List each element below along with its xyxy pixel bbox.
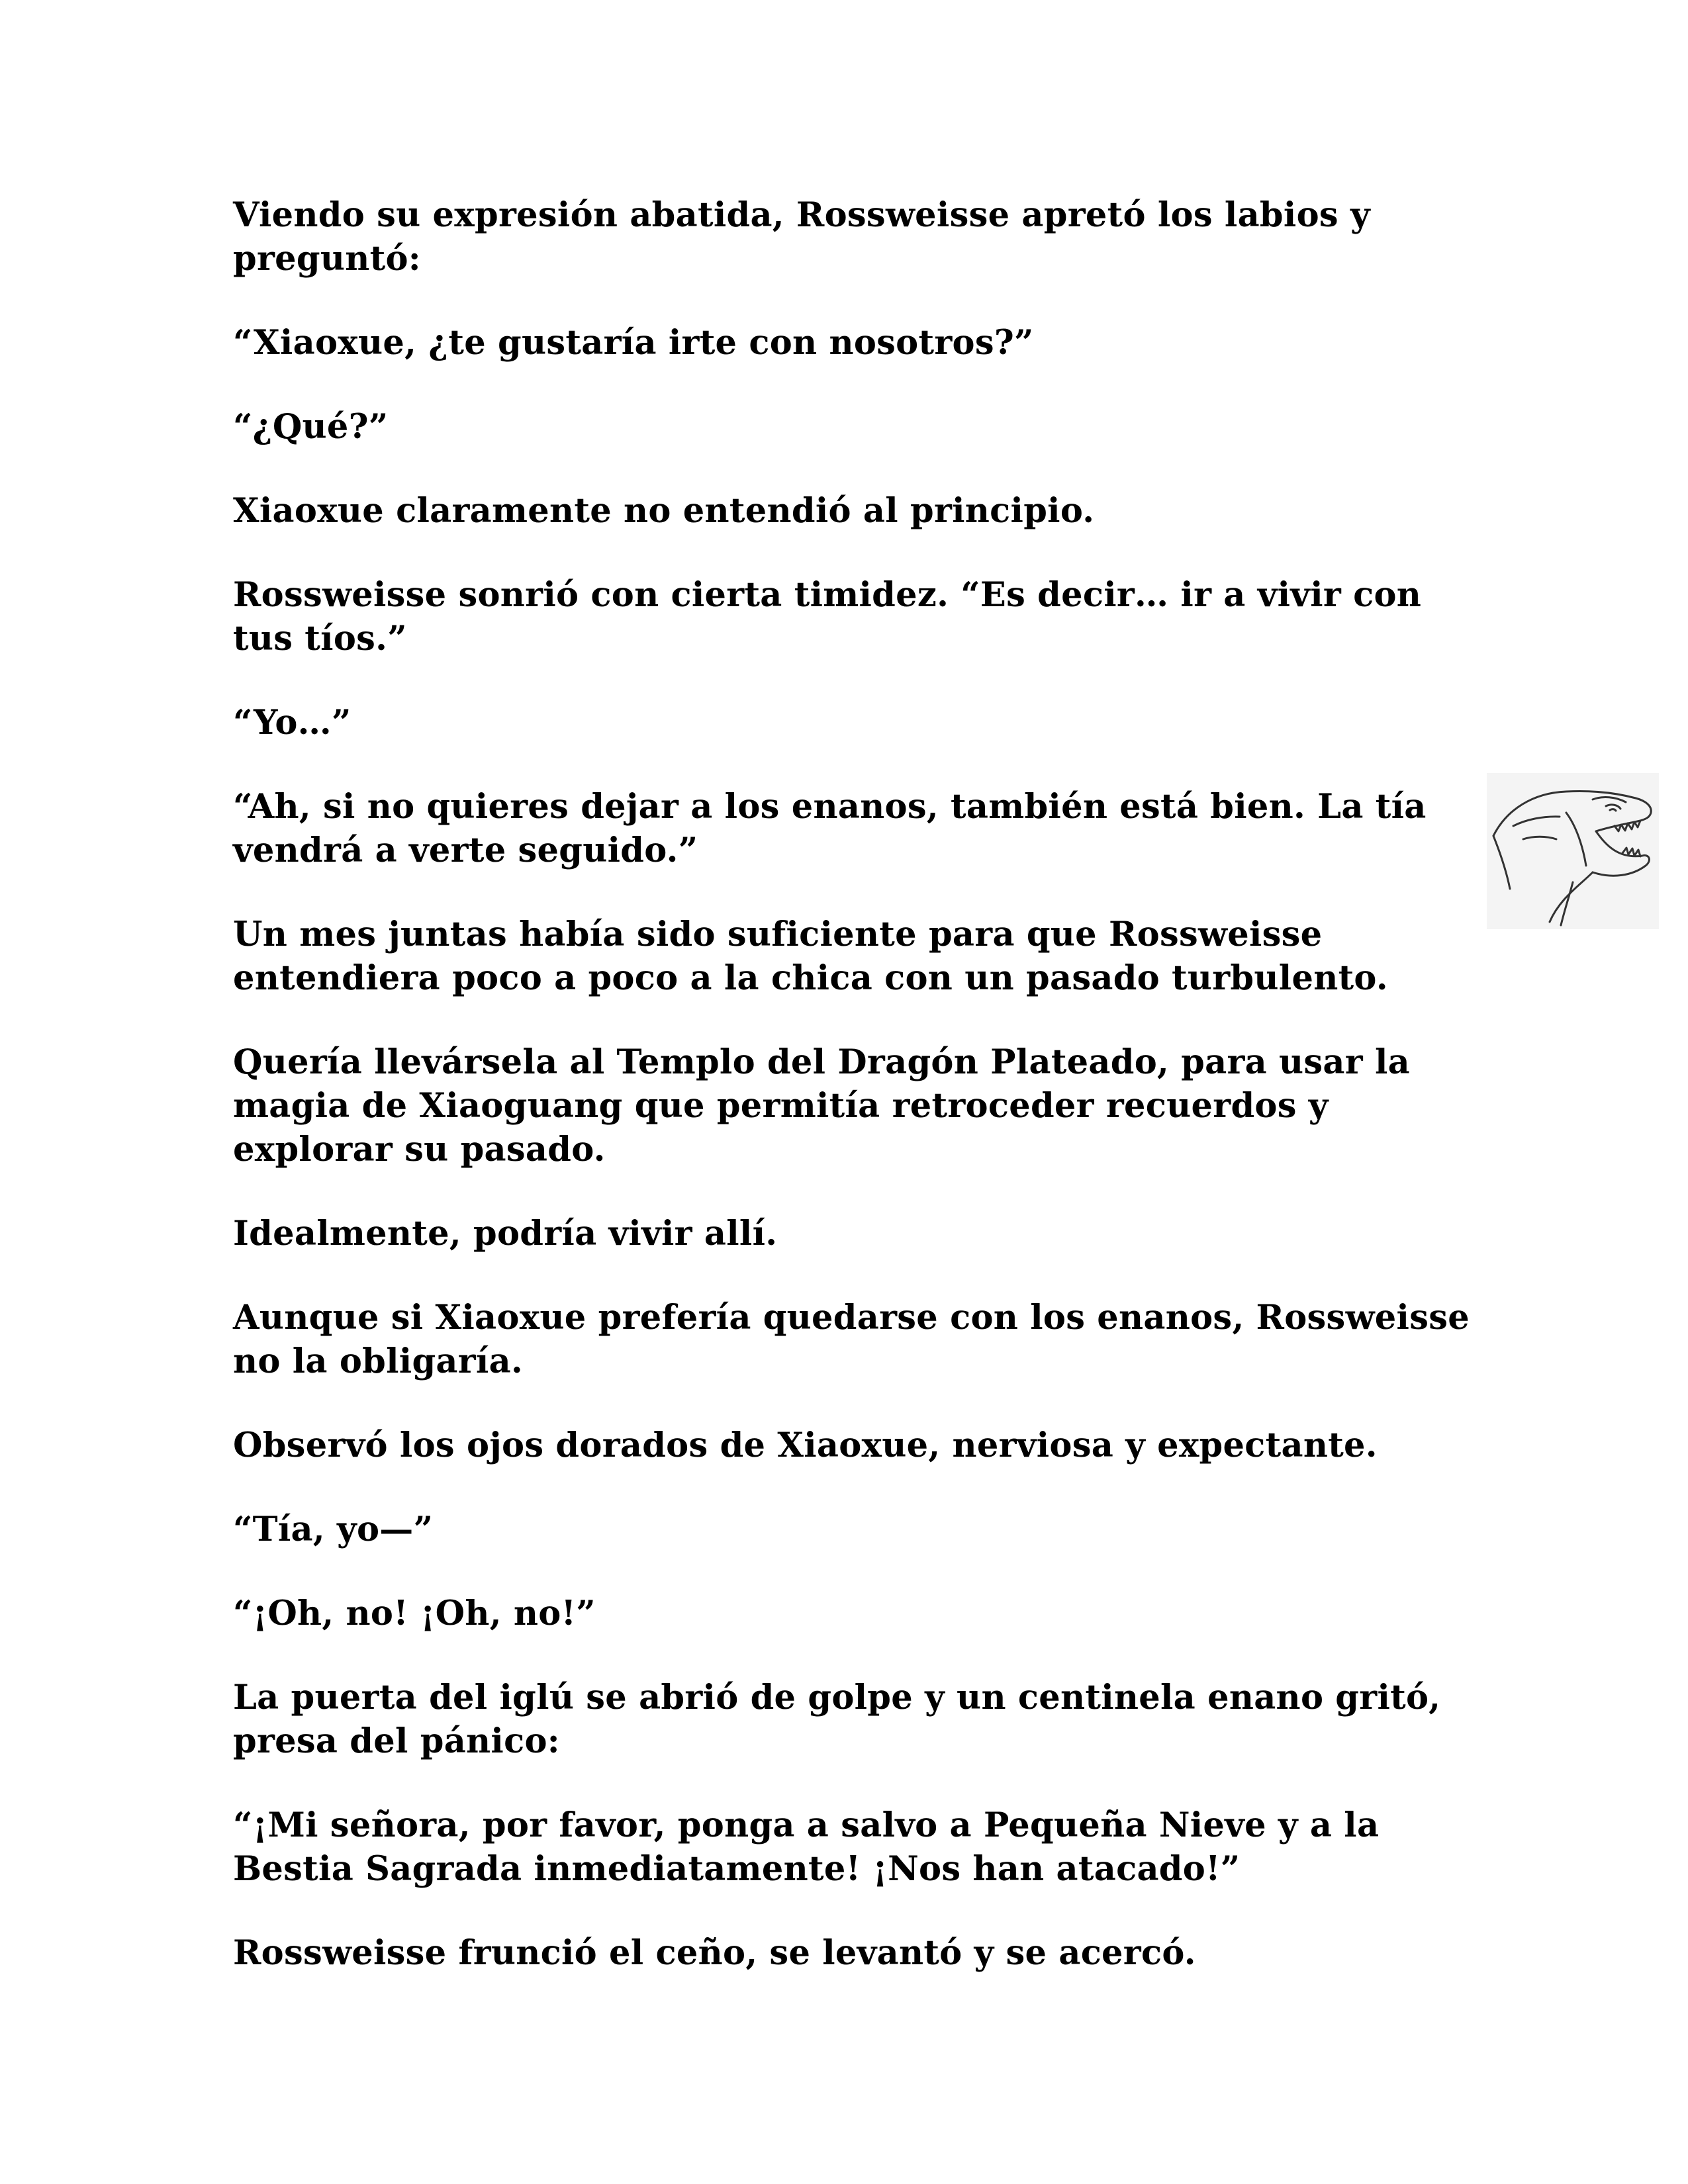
dinosaur-head-sketch-icon bbox=[1487, 773, 1659, 929]
paragraph: Rossweisse sonrió con cierta timidez. “Es decir… ir a vivir con tus tíos.” bbox=[233, 575, 1422, 659]
document-body bbox=[233, 193, 1477, 2015]
paragraph: “Tía, yo—” bbox=[233, 1510, 434, 1549]
paragraph: “Ah, si no quieres dejar a los enanos, también está bien. La tía vendrá a verte seguido.” bbox=[233, 787, 1427, 870]
paragraph: “¿Qué?” bbox=[233, 407, 389, 447]
paragraph: La puerta del iglú se abrió de golpe y un centinela enano gritó, presa del pánico: bbox=[233, 1678, 1441, 1761]
paragraph: Quería llevársela al Templo del Dragón Plateado, para usar la magia de Xiaoguang que permitía retroceder recuerdos y explorar su pasado. bbox=[233, 1042, 1411, 1169]
paragraph: Aunque si Xiaoxue prefería quedarse con los enanos, Rossweisse no la obligaría. bbox=[233, 1298, 1470, 1381]
paragraph: “Xiaoxue, ¿te gustaría irte con nosotros?” bbox=[233, 323, 1034, 363]
paragraph: Viendo su expresión abatida, Rossweisse apretó los labios y preguntó: bbox=[233, 195, 1370, 279]
paragraph: “¡Mi señora, por favor, ponga a salvo a Pequeña Nieve y a la Bestia Sagrada inmediatamente! ¡Nos han atacado!” bbox=[233, 1805, 1380, 1889]
paragraph: “Yo…” bbox=[233, 703, 352, 743]
paragraph: Un mes juntas había sido suficiente para que Rossweisse entendiera poco a poco a la chica con un pasado turbulento. bbox=[233, 915, 1388, 998]
paragraph: Observó los ojos dorados de Xiaoxue, nerviosa y expectante. bbox=[233, 1426, 1378, 1465]
paragraph: “¡Oh, no! ¡Oh, no!” bbox=[233, 1594, 596, 1633]
paragraph: Xiaoxue claramente no entendió al principio. bbox=[233, 491, 1095, 531]
paragraph: Idealmente, podría vivir allí. bbox=[233, 1214, 778, 1253]
paragraph: Rossweisse frunció el ceño, se levantó y se acercó. bbox=[233, 1933, 1196, 1973]
